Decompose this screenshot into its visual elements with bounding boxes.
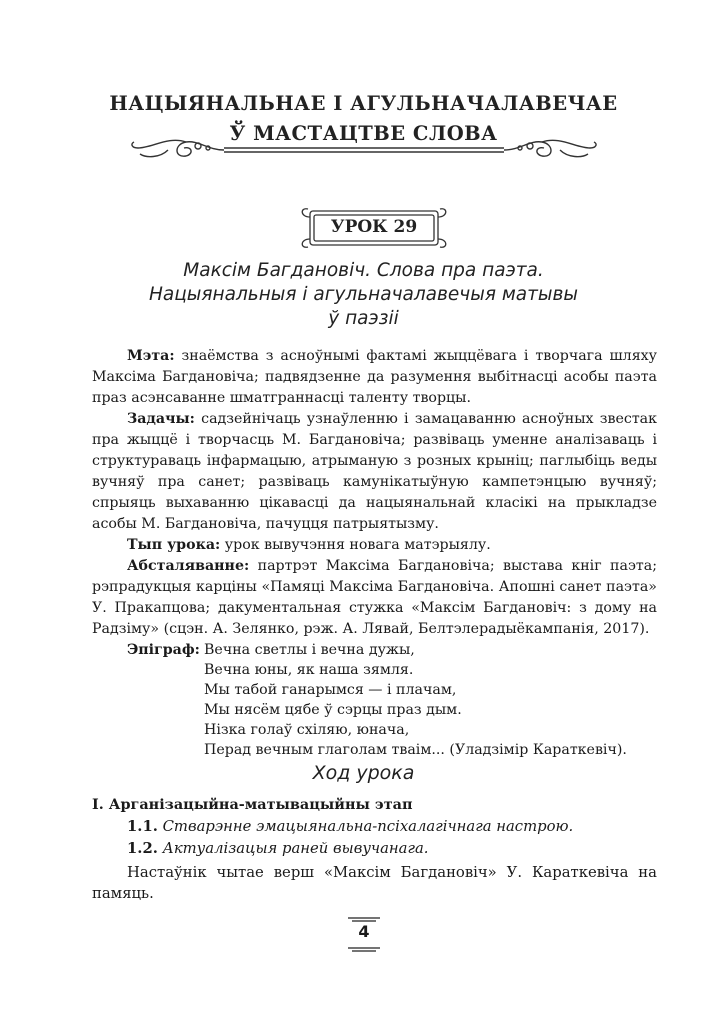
substage-text: Актуалізацыя раней вывучанага. <box>157 840 429 857</box>
aim-paragraph <box>92 346 657 409</box>
epigraph-lines <box>204 640 684 760</box>
lesson-goals <box>92 346 657 640</box>
epigraph-line: Нізка голаў схіляю, юнача, <box>204 722 410 738</box>
aim-label: Мэта: <box>127 348 175 364</box>
substage-1-2 <box>127 840 429 857</box>
teacher-paragraph <box>92 862 657 904</box>
aim-text: знаёмства з асноўнымі фактамі жыццёвага і творчага шляху Максіма Багдановіча; падвядзенне да разумення выбітнасці асобы паэта праз асэнсаванне шматграннасці таленту творцы. <box>92 348 657 406</box>
epigraph-line: Мы нясём цябе ў сэрцы праз дым. <box>204 702 462 718</box>
substage-number: 1.2. <box>127 840 158 857</box>
epigraph-line: Мы табой ганарымся — і плачам, <box>204 682 457 698</box>
tasks-label: Задачы: <box>127 411 195 427</box>
lesson-title-line2: Нацыянальныя і агульначалавечыя матывы <box>148 284 579 305</box>
equipment-text: партрэт Максіма Багдановіча; выстава кніг паэта; рэпрадукцыя карціны «Памяці Максіма Багдановіча. Апошні санет паэта» У. Пракапцова; дакументальная стужка «Максім Багдановіч: з дому на Радзіму» (сцэн. А. Зелянко, рэж. А. Лявай, Белтэлерадыёкампанія, 2017). <box>92 558 657 637</box>
equipment-label: Абсталяванне: <box>127 558 250 574</box>
equipment-paragraph <box>92 556 657 640</box>
lesson-title-line3: ў паэзіі <box>328 308 399 329</box>
teacher-text: Настаўнік чытае верш «Максім Багдановіч» У. Караткевіча на памяць. <box>92 864 657 902</box>
tasks-paragraph <box>92 409 657 535</box>
epigraph-line: Вечна светлы і вечна дужы, <box>204 642 415 658</box>
substage-number: 1.1. <box>127 818 158 835</box>
chapter-title-line2: Ў МАСТАЦТВЕ СЛОВА <box>229 122 498 145</box>
substage-1-1 <box>127 818 573 835</box>
lesson-title-line1: Максім Багдановіч. Слова пра паэта. <box>183 260 544 281</box>
epigraph-line: Вечна юны, як наша зямля. <box>204 662 414 678</box>
epigraph-label: Эпіграф: <box>127 642 200 658</box>
stage-heading: I. Арганізацыйна-матывацыйны этап <box>92 796 413 813</box>
page-number: 4 <box>358 922 370 941</box>
type-text: урок вывучэння новага матэрыялу. <box>220 537 491 553</box>
course-heading: Ход урока <box>312 762 415 784</box>
chapter-title-line1: НАЦЫЯНАЛЬНАЕ І АГУЛЬНАЧАЛАВЕЧАЕ <box>109 92 618 115</box>
substage-text: Стварэнне эмацыянальна-псіхалагічнага настрою. <box>157 818 574 835</box>
tasks-text: садзейнічаць узнаўленню і замацаванню асноўных звестак пра жыццё і творчасць М. Багдановіча; развіваць уменне аналізаваць і структураваць інфармацыю, атрыманую з розных крыніц; паглыбіць веды вучняў пра санет; развіваць камунікатыўную кампетэнцыю вучняў; спрыяць выхаванню цікавасці да нацыянальнай класікі на прыкладзе асобы М. Багдановіча, пачуцця патрыятызму. <box>92 411 657 532</box>
type-label: Тып урока: <box>127 537 221 553</box>
lesson-number: УРОК 29 <box>330 217 418 237</box>
type-paragraph <box>92 535 657 556</box>
epigraph-line: Перад вечным глаголам тваім... (Уладзімір Караткевіч). <box>204 742 627 758</box>
